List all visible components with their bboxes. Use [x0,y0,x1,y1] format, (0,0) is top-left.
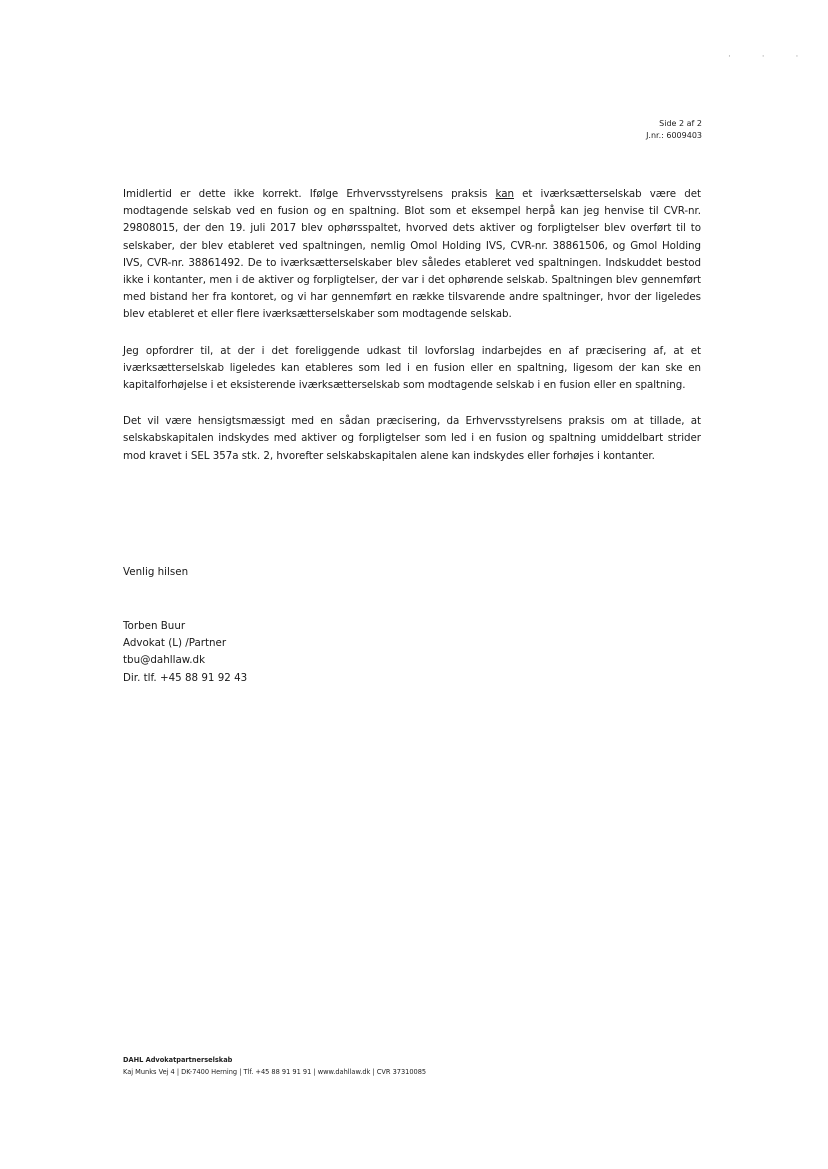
body-paragraph-1 [123,186,701,324]
footer-address: Kaj Munks Vej 4 | DK-7400 Herning | Tlf. +45 88 91 91 91 | www.dahllaw.dk | CVR 37310085 [123,1068,427,1076]
closing-greeting: Venlig hilsen [123,566,189,578]
letterhead-footer [123,1054,426,1078]
body-paragraph-3: Det vil være hensigtsmæssigt med en sådan præcisering, da Erhvervsstyrelsens praksis om at tillade, at selskabskapitalen indskydes med aktiver og forpligtelser som led i en fusion og spaltning umiddelbart strider mod kravet i SEL 357a stk. 2, hvorefter selskabskapitalen alene kan indskydes eller forhøjes i kontanter. [123,415,701,462]
signer-title: Advokat (L) /Partner [123,637,227,650]
paragraph-1-text-a: Imidlertid er dette ikke korrekt. Ifølge Erhvervsstyrelsens praksis [123,188,496,200]
signature-block [123,618,247,687]
signer-email: tbu@dahllaw.dk [123,654,206,667]
page-meta [646,118,702,142]
letter-body [123,186,701,484]
paragraph-1-underlined-word: kan [495,188,514,200]
signer-phone: Dir. tlf. +45 88 91 92 43 [123,671,248,684]
journal-number: J.nr.: 6009403 [646,131,702,140]
footer-firm-name: DAHL Advokatpartnerselskab [123,1056,233,1064]
paragraph-1-text-b: et iværksætterselskab være det modtagende selskab ved en fusion og en spaltning. Blot som et eksempel herpå kan jeg henvise til CVR-nr. 29808015, der den 19. juli 2017 blev ophørsspaltet, hvorved dets aktiver og forpligtelser blev overført til to selskaber, der blev etableret ved spaltningen, nemlig Omol Holding IVS, CVR-nr. 38861506, og Gmol Holding IVS, CVR-nr. 38861492. De to iværksætterselskaber blev således etableret ved spaltningen. Indskuddet bestod ikke i kontanter, men i de aktiver og forpligtelser, der var i det ophørende selskab. Spaltningen blev gennemført med bistand her fra kontoret, og vi har gennemført en række tilsvarende andre spaltninger, hvor der ligeledes blev etableret et eller flere iværksætterselskaber som modtagende selskab. [123,188,701,321]
page-number: Side 2 af 2 [659,119,702,128]
body-paragraph-2: Jeg opfordrer til, at der i det foreliggende udkast til lovforslag indarbejdes en af præcisering af, at et iværksætterselskab ligeledes kan etableres som led i en fusion eller en spaltning, ligesom der kan ske en kapitalforhøjelse i et eksisterende iværksætterselskab som modtagende selskab i en fusion eller en spaltning. [123,344,701,392]
scan-specks: · · · [728,52,813,62]
signer-name: Torben Buur [123,620,186,632]
